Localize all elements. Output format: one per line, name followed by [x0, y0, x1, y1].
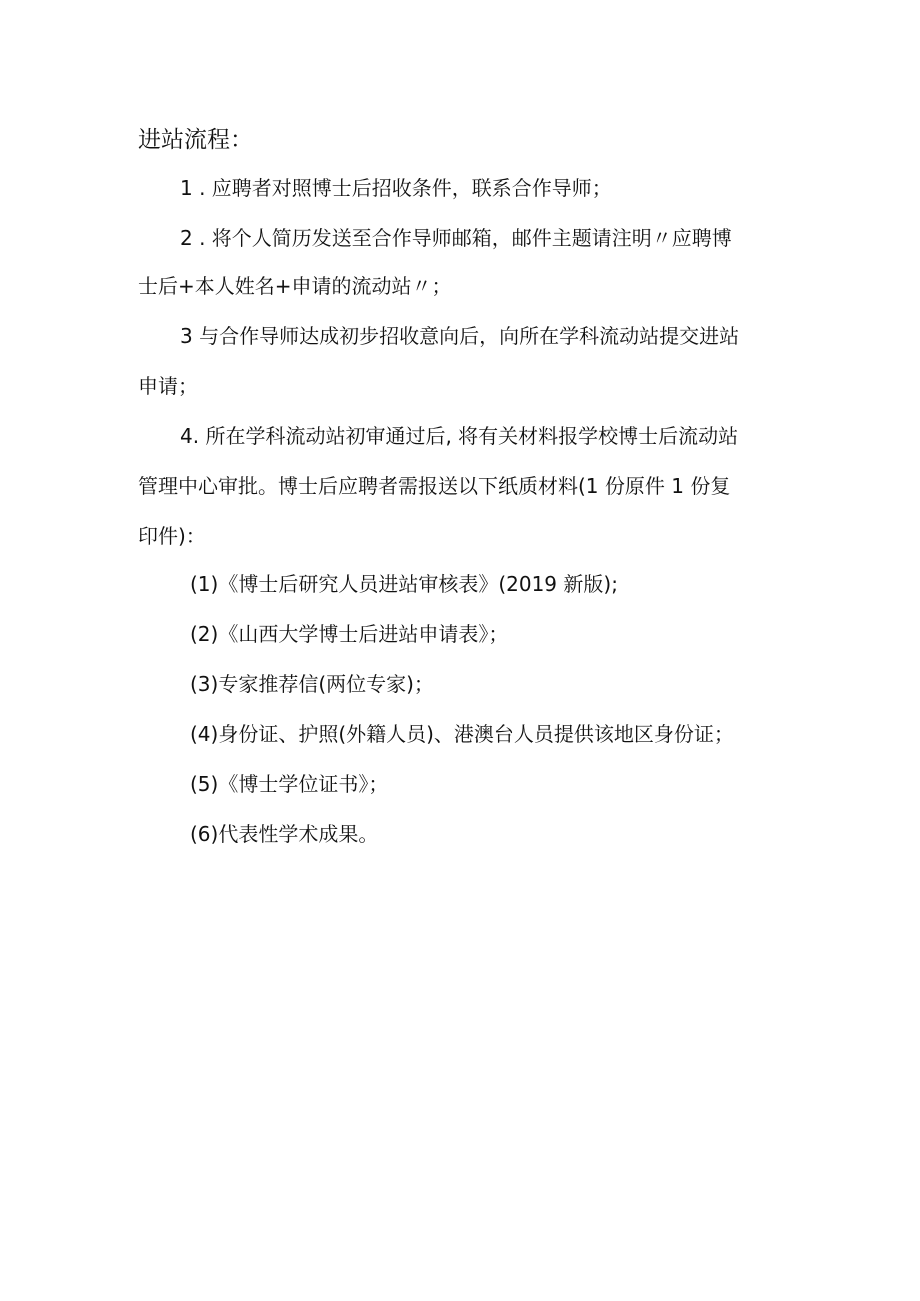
material-item-5: (5)《博士学位证书》；: [190, 772, 389, 796]
material-item-4: (4)身份证、护照(外籍人员)、港澳台人员提供该地区身份证；: [190, 722, 734, 746]
step-2-line-2: 士后+本人姓名+申请的流动站〃；: [138, 274, 452, 298]
step-4-line-2: 管理中心审批。博士后应聘者需报送以下纸质材料(1 份原件 1 份复: [138, 474, 731, 498]
step-4-line-1: 4. 所在学科流动站初审通过后, 将有关材料报学校博士后流动站: [180, 424, 739, 448]
step-3-line-2: 申请；: [138, 374, 198, 398]
step-3-line-1: 3 与合作导师达成初步招收意向后，向所在学科流动站提交进站: [180, 324, 740, 348]
material-item-6: (6)代表性学术成果。: [190, 822, 379, 846]
material-item-2: (2)《山西大学博士后进站申请表》；: [190, 622, 509, 646]
material-item-1: (1)《博士后研究人员进站审核表》(2019 新版);: [190, 572, 618, 596]
step-2-line-1: 2 . 将个人简历发送至合作导师邮箱，邮件主题请注明〃应聘博: [180, 226, 732, 250]
section-heading: 进站流程：: [138, 127, 253, 153]
material-item-3: (3)专家推荐信(两位专家)；: [190, 672, 434, 696]
step-4-line-3: 印件)：: [138, 524, 206, 548]
step-1: 1 . 应聘者对照博士后招收条件，联系合作导师；: [180, 176, 612, 200]
